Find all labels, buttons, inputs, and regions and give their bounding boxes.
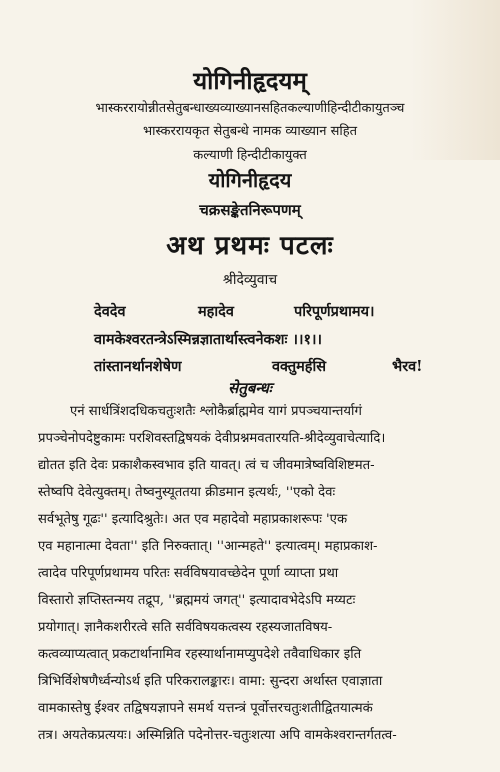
speaker-heading: श्रीदेव्युवाच: [222, 272, 278, 288]
commentary-line: कत्वव्याप्यत्वात् प्रकटार्थानामिव रहस्यार्थानामप्युपदेशे तवैवाधिकार इति: [38, 647, 362, 662]
commentary-line: एनं सार्धत्रिंशदधिकचतुःशतैः श्लोकैर्ब्राह्ममेव यागं प्रपञ्चयान्तर्यागं: [70, 404, 362, 419]
section-heading: चक्रसङ्केतनिरूपणम्: [199, 201, 301, 219]
verse-word: महादेव: [198, 303, 234, 320]
verse-line-3: [94, 356, 454, 376]
subtitle-line-1: भास्कररायोन्नीतसेतुबन्धाख्यव्याख्यानसहितकल्याणीहिन्दीटीकायुतञ्च: [95, 101, 405, 116]
commentary-line: सर्वभूतेषु गूढः'' इत्यादिश्रुतेः। अत एव महादेवो महाप्रकाशरूपः 'एक: [38, 512, 348, 527]
commentary-line: वामकास्तेषु ईश्वर तद्विषयज्ञापने समर्थ यत्तन्त्रं पूर्वोत्तरचतुःशतीद्वितयात्मकं: [38, 701, 373, 716]
verse-line-1: [94, 301, 454, 321]
commentary-heading: सेतुबन्धः: [228, 379, 272, 397]
book-title: योगिनीहृदयम्: [193, 66, 307, 95]
commentary-line: त्वादेव परिपूर्णप्रथामय परितः सर्वविषयावच्छेदेन पूर्णा व्याप्ता प्रथा: [38, 566, 339, 581]
commentary-line: तत्र। अयतेकप्रत्ययः। अस्मिन्निति पदेनोत्तर-चतुःशत्या अपि वामकेश्वरान्तर्गतत्व-: [38, 728, 397, 743]
subtitle-line-3: कल्याणी हिन्दीटीकायुक्त: [193, 148, 307, 163]
subtitle-line-2: भास्कररायकृत सेतुबन्धे नामक व्याख्यान सहित: [142, 124, 358, 139]
verse-line-2: वामकेश्वरतन्त्रेऽस्मिन्नज्ञातार्थास्त्वनेकशः ।।१।।: [94, 331, 323, 348]
commentary-line: विस्तारो ज्ञप्तिस्तन्मय तद्रूप, ''ब्रह्ममयं जगत्'' इत्यादावभेदेऽपि मय्यटः: [38, 593, 356, 608]
commentary-line: प्रयोगात्। ज्ञानैकशरीरत्वे सति सर्वविषयकत्वस्य रहस्यजातविषय-: [38, 620, 333, 635]
verse-word: तांस्तानर्थानशेषेण: [94, 358, 182, 375]
commentary-line: द्योतत इति देवः प्रकाशैकस्वभाव इति यावत्। त्वं च जीवमात्रेष्वविशिष्टमत-: [38, 458, 375, 473]
commentary-line: स्तेष्वपि देवेत्युक्तम्। तेष्वनुस्यूततया क्रीडमान इत्यर्थः, ''एको देवः: [38, 485, 336, 500]
verse-word: परिपूर्णप्रथामय।: [294, 303, 375, 320]
chapter-heading: अथ प्रथमः पटलः: [166, 231, 334, 261]
commentary-line: प्रपञ्चेनोपदेष्टुकामः परशिवस्तद्विषयकं देवीप्रश्नमवतारयति-श्रीदेव्युवाचेत्यादि।: [38, 431, 386, 446]
commentary-line: त्रिभिर्विशेषणैर्ध्वन्योऽर्थ इति परिकरालङ्कारः। वामा: सुन्दरा अर्थास्त एवाज्ञाता: [38, 674, 383, 689]
commentary-line: एव महानात्मा देवता'' इति निरुक्तात्। ''आन्महते'' इत्यात्वम्। महाप्रकाश-: [38, 539, 378, 554]
verse-word: वक्तुमर्हसि: [272, 358, 327, 375]
hindi-title: योगिनीहृदय: [208, 168, 292, 192]
verse-word: भैरव!: [392, 358, 423, 375]
verse-word: देवदेव: [94, 303, 126, 320]
